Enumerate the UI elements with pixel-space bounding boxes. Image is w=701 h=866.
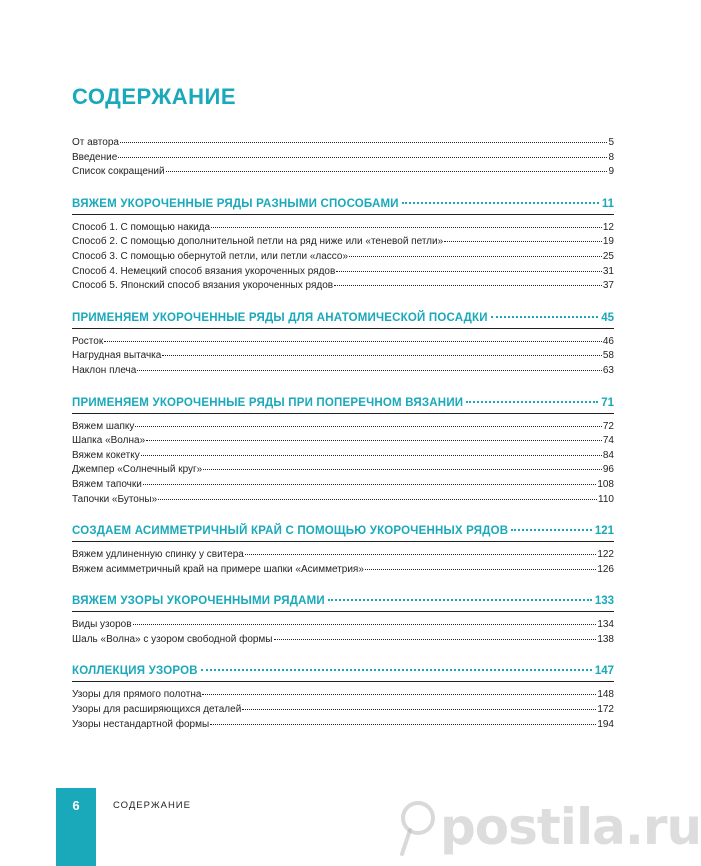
section-heading-page: 11 <box>601 197 614 210</box>
toc-entry-label: Введение <box>72 151 118 163</box>
dot-leader <box>120 142 607 143</box>
toc-entry-page: 19 <box>602 236 614 248</box>
table-of-contents <box>72 136 614 732</box>
dot-leader <box>511 529 592 531</box>
toc-entry-label: От автора <box>72 137 119 148</box>
toc-entry-page: 8 <box>608 151 614 163</box>
toc-entry[interactable] <box>72 136 614 151</box>
toc-entry-page: 74 <box>602 435 614 447</box>
running-footer: СОДЕРЖАНИЕ <box>113 800 191 811</box>
toc-entry-label: Вяжем кокетку <box>72 449 140 461</box>
toc-entry-label: Шаль «Волна» с узором свободной формы <box>72 633 273 645</box>
dot-leader <box>274 639 597 640</box>
toc-entry-page: 63 <box>602 364 614 376</box>
toc-entry-label: Вяжем асимметричный край на примере шапки «Асимметрия» <box>72 563 364 575</box>
toc-entry-page: 126 <box>597 563 614 575</box>
dot-leader <box>162 355 602 356</box>
section-heading-page: 147 <box>594 665 614 678</box>
dot-leader <box>328 599 592 601</box>
toc-entry[interactable] <box>72 493 614 508</box>
pin-icon <box>398 800 438 856</box>
dot-leader <box>104 341 602 342</box>
section-heading-page: 45 <box>601 311 614 324</box>
toc-entry-page: 148 <box>597 689 614 701</box>
toc-entry-label: Список сокращений <box>72 166 165 178</box>
dot-leader <box>166 171 608 172</box>
toc-entry[interactable] <box>72 463 614 478</box>
toc-entry[interactable] <box>72 548 614 563</box>
toc-entry-label: Узоры для прямого полотна <box>72 689 202 701</box>
toc-entry-page: 172 <box>597 704 614 716</box>
toc-entry-page: 84 <box>602 449 614 461</box>
toc-entry-label: Способ 2. С помощью дополнительной петли на ряд ниже или «теневой петли» <box>72 236 444 248</box>
section-heading[interactable] <box>72 595 614 607</box>
section-heading-label: ПРИМЕНЯЕМ УКОРОЧЕННЫЕ РЯДЫ ПРИ ПОПЕРЕЧНОМ ВЯЗАНИИ <box>72 396 464 409</box>
divider <box>72 611 614 612</box>
toc-entry[interactable] <box>72 151 614 166</box>
toc-entry-page: 25 <box>602 250 614 262</box>
toc-entry-page: 122 <box>597 549 614 561</box>
toc-entry[interactable] <box>72 265 614 280</box>
toc-entry-label: Нагрудная вытачка <box>72 350 162 362</box>
dot-leader <box>133 624 597 625</box>
toc-entry[interactable] <box>72 563 614 578</box>
section-heading-label: СОЗДАЕМ АСИММЕТРИЧНЫЙ КРАЙ С ПОМОЩЬЮ УКОРОЧЕННЫХ РЯДОВ <box>72 525 509 538</box>
dot-leader <box>211 227 602 228</box>
dot-leader <box>466 401 598 403</box>
toc-entry-page: 5 <box>608 137 614 148</box>
toc-entry-page: 9 <box>608 166 614 178</box>
divider <box>72 681 614 682</box>
dot-leader <box>444 241 602 242</box>
toc-entry-label: Росток <box>72 335 104 347</box>
toc-entry-page: 58 <box>602 350 614 362</box>
toc-entry-page: 12 <box>602 221 614 233</box>
divider <box>72 541 614 542</box>
toc-entry[interactable] <box>72 618 614 633</box>
dot-leader <box>334 285 602 286</box>
toc-entry[interactable] <box>72 633 614 648</box>
dot-leader <box>143 484 596 485</box>
toc-entry[interactable] <box>72 165 614 180</box>
section-heading-label: ВЯЖЕМ УЗОРЫ УКОРОЧЕННЫМИ РЯДАМИ <box>72 595 325 608</box>
toc-entry[interactable] <box>72 703 614 718</box>
toc-entry[interactable] <box>72 279 614 294</box>
dot-leader <box>210 724 596 725</box>
toc-entry-page: 108 <box>597 478 614 490</box>
section-heading-label: ВЯЖЕМ УКОРОЧЕННЫЕ РЯДЫ РАЗНЫМИ СПОСОБАМИ <box>72 197 399 210</box>
dot-leader <box>349 256 602 257</box>
toc-entry-label: Способ 3. С помощью обернутой петли, или петли «лассо» <box>72 250 349 262</box>
toc-entry-label: Тапочки «Бутоны» <box>72 493 158 505</box>
toc-entry-page: 96 <box>602 464 614 476</box>
toc-entry-label: Наклон плеча <box>72 364 137 376</box>
toc-entry[interactable] <box>72 449 614 464</box>
toc-entry[interactable] <box>72 221 614 236</box>
section-heading[interactable] <box>72 525 614 537</box>
toc-entry-label: Узоры для расширяющихся деталей <box>72 704 242 716</box>
dot-leader <box>141 455 602 456</box>
dot-leader <box>245 554 596 555</box>
section-heading-page: 121 <box>594 525 614 538</box>
dot-leader <box>137 370 602 371</box>
toc-entry[interactable] <box>72 250 614 265</box>
section-heading[interactable] <box>72 397 614 409</box>
toc-entry[interactable] <box>72 420 614 435</box>
toc-entry[interactable] <box>72 364 614 379</box>
section-heading-label: ПРИМЕНЯЕМ УКОРОЧЕННЫЕ РЯДЫ ДЛЯ АНАТОМИЧЕСКОЙ ПОСАДКИ <box>72 311 488 324</box>
toc-entry-label: Виды узоров <box>72 619 132 631</box>
dot-leader <box>365 569 596 570</box>
page-number: 6 <box>72 798 80 813</box>
dot-leader <box>146 440 602 441</box>
toc-entry-page: 72 <box>602 420 614 432</box>
section-heading-page: 71 <box>601 396 614 409</box>
divider <box>72 328 614 329</box>
section-heading[interactable] <box>72 198 614 210</box>
toc-entry-label: Вяжем тапочки <box>72 478 142 490</box>
divider <box>72 214 614 215</box>
toc-entry[interactable] <box>72 335 614 350</box>
section-heading[interactable] <box>72 665 614 677</box>
toc-entry-page: 194 <box>597 718 614 730</box>
toc-entry-page: 134 <box>597 619 614 631</box>
toc-entry-page: 46 <box>602 335 614 347</box>
watermark <box>398 792 701 866</box>
intro-list <box>72 136 614 180</box>
toc-entry-label: Джемпер «Солнечный круг» <box>72 464 203 476</box>
watermark-text: postila.ru <box>440 798 701 856</box>
dot-leader <box>203 469 602 470</box>
toc-entry-label: Способ 4. Немецкий способ вязания укороченных рядов <box>72 265 336 277</box>
page-number-tab <box>56 788 96 866</box>
toc-entry[interactable] <box>72 235 614 250</box>
toc-entry[interactable] <box>72 478 614 493</box>
toc-entry-label: Вяжем шапку <box>72 420 135 432</box>
toc-entry-page: 138 <box>597 633 614 645</box>
dot-leader <box>118 157 607 158</box>
dot-leader <box>202 694 596 695</box>
dot-leader <box>242 709 596 710</box>
toc-entry-label: Способ 5. Японский способ вязания укороченных рядов <box>72 280 334 292</box>
toc-entry-label: Вяжем удлиненную спинку у свитера <box>72 549 244 561</box>
toc-entry-page: 110 <box>598 493 614 505</box>
toc-entry-page: 31 <box>602 265 614 277</box>
section-heading-page: 133 <box>594 595 614 608</box>
divider <box>72 413 614 414</box>
dot-leader <box>336 271 602 272</box>
toc-entry[interactable] <box>72 434 614 449</box>
dot-leader <box>402 202 599 204</box>
toc-entry[interactable] <box>72 688 614 703</box>
dot-leader <box>158 499 597 500</box>
section-heading-label: КОЛЛЕКЦИЯ УЗОРОВ <box>72 665 198 678</box>
dot-leader <box>491 316 598 318</box>
toc-entry[interactable] <box>72 718 614 733</box>
toc-entry-label: Шапка «Волна» <box>72 435 146 447</box>
toc-entry[interactable] <box>72 349 614 364</box>
page-title: СОДЕРЖАНИЕ <box>72 84 237 109</box>
dot-leader <box>135 426 602 427</box>
toc-entry-label: Узоры нестандартной формы <box>72 718 210 730</box>
dot-leader <box>201 669 592 671</box>
section-heading[interactable] <box>72 312 614 324</box>
toc-entry-label: Способ 1. С помощью накида <box>72 221 211 233</box>
toc-entry-page: 37 <box>602 280 614 292</box>
